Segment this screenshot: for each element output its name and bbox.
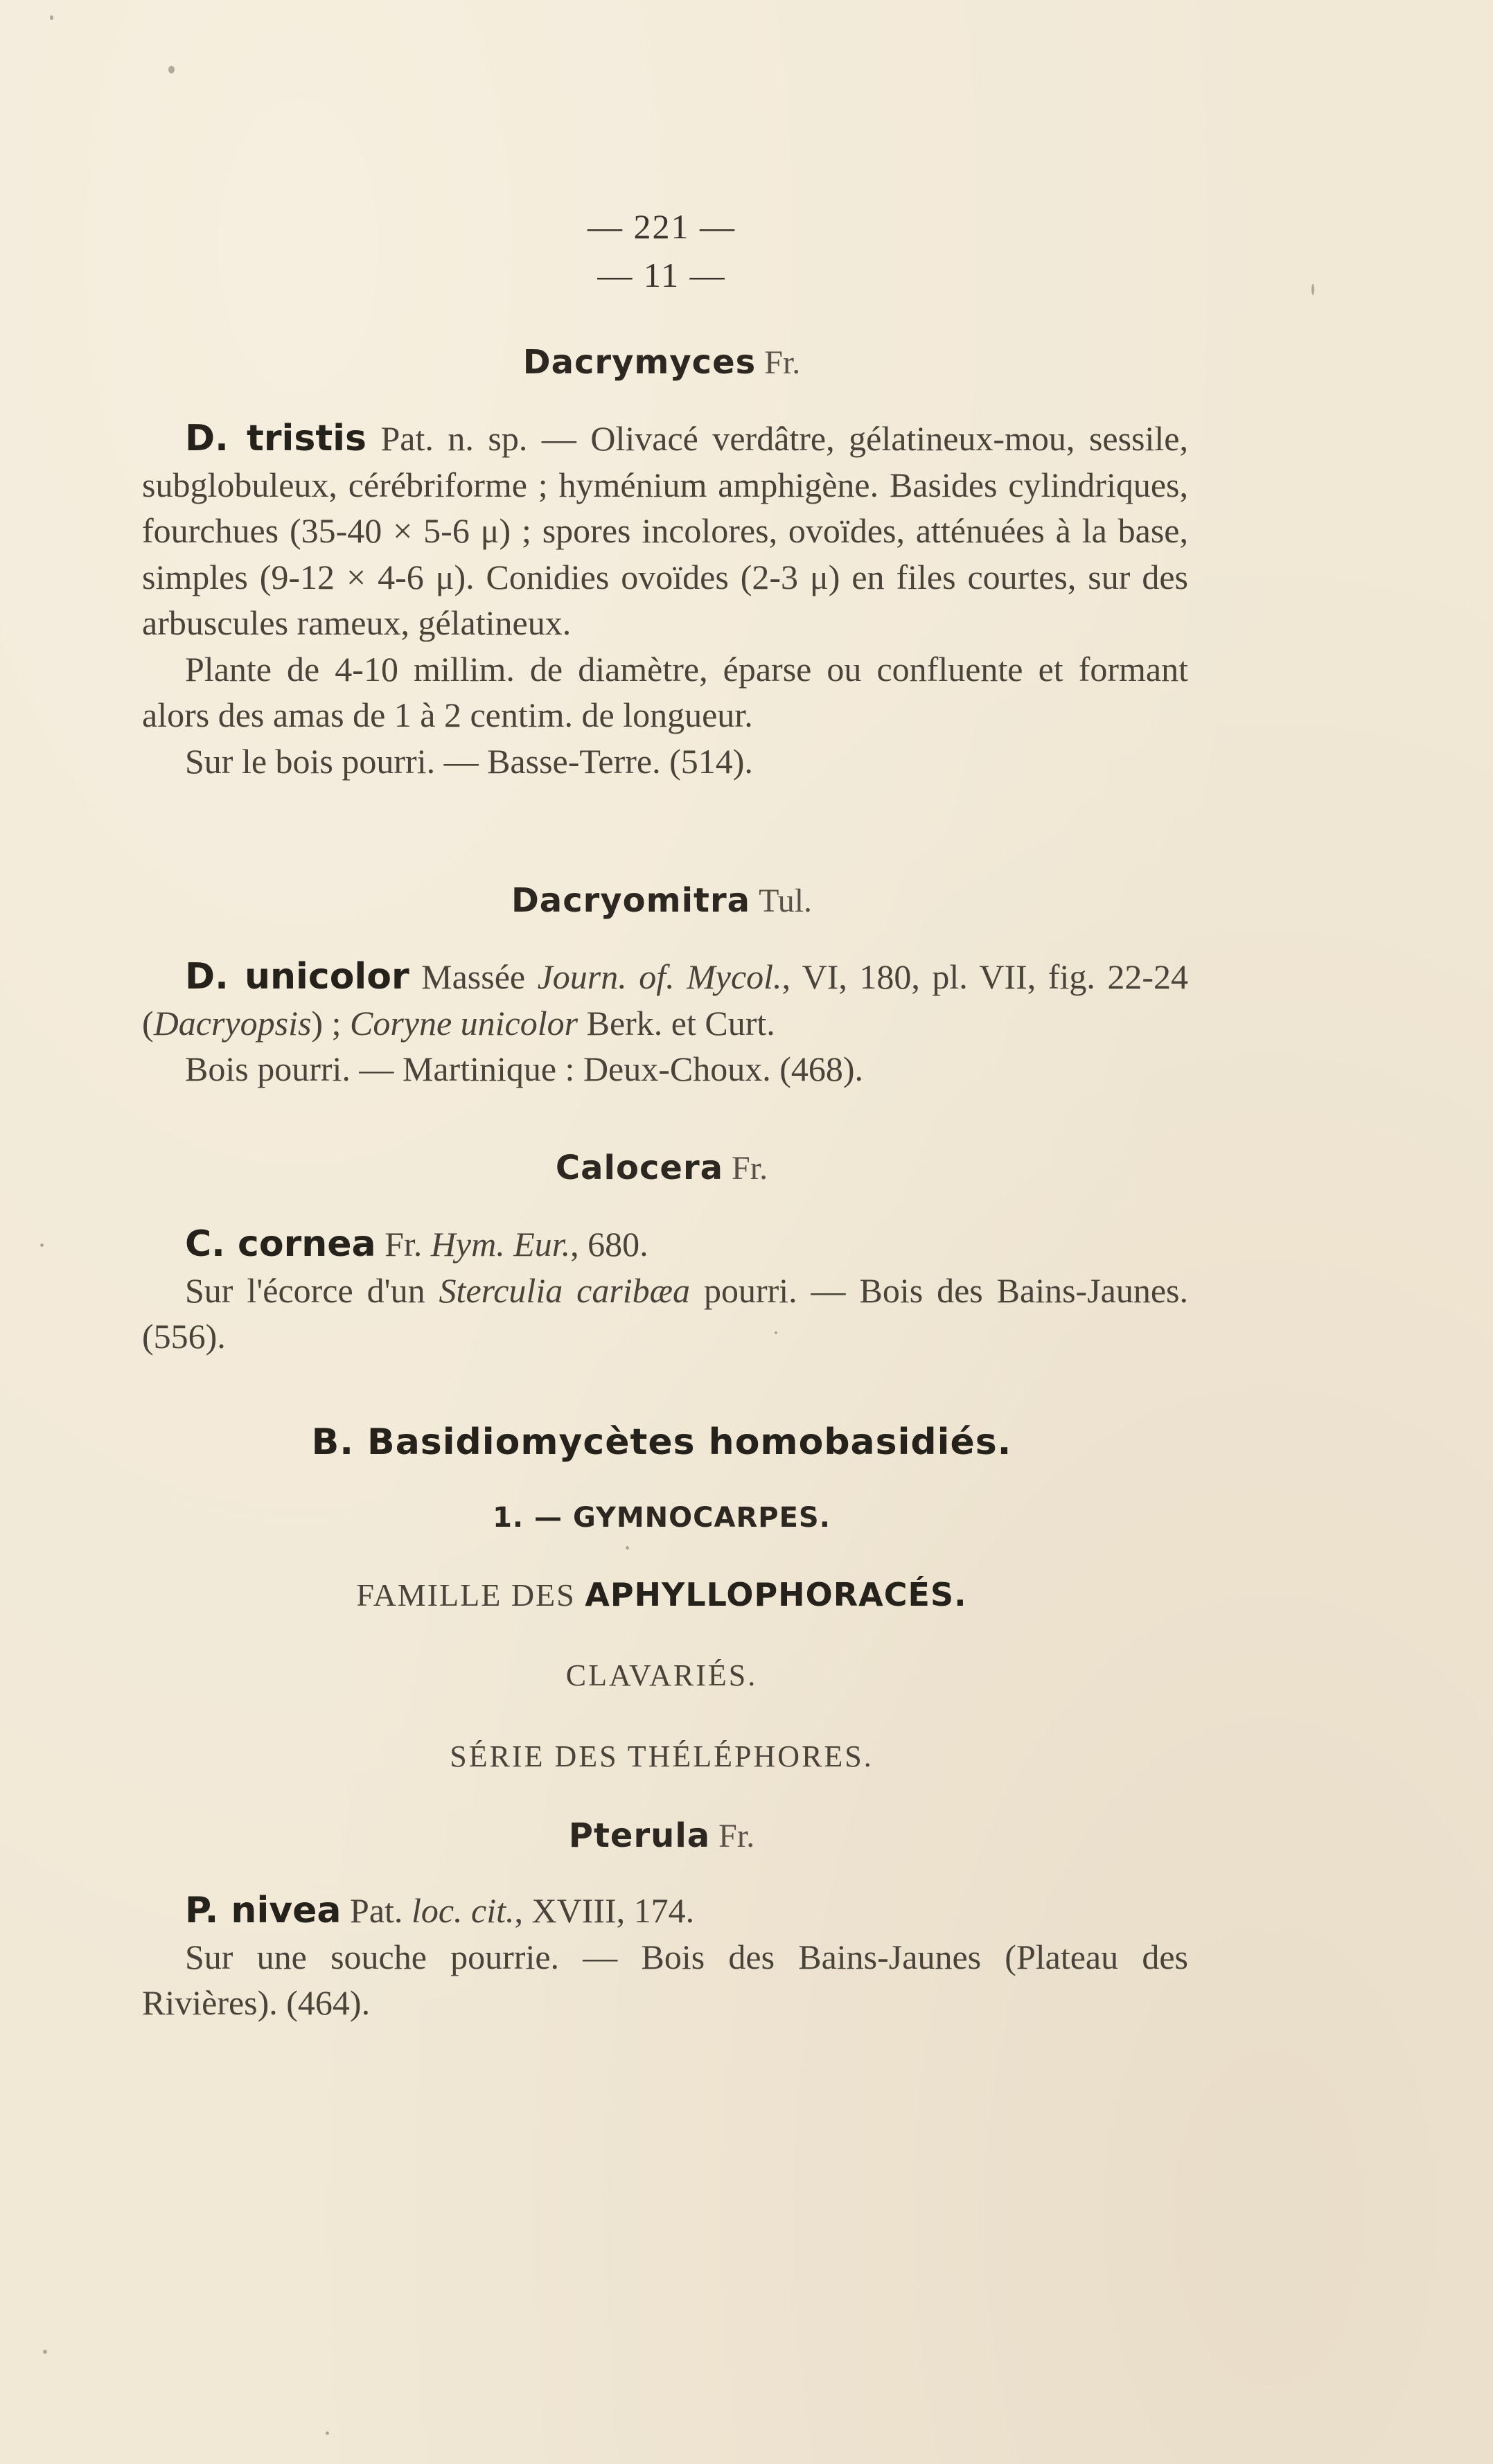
- paper-speck: [626, 1546, 629, 1550]
- species-name: P. nivea: [185, 1890, 342, 1931]
- entry-pterula-nivea: [142, 1888, 1188, 2026]
- paper-speck: [168, 66, 175, 73]
- tribe-heading: CLAVARIÉS.: [565, 1658, 758, 1692]
- page-number-secondary: — 11 —: [597, 256, 726, 294]
- synonym: Coryne unicolor: [349, 1003, 578, 1043]
- species-name: C. cornea: [185, 1223, 376, 1265]
- paper-speck: [326, 2431, 329, 2435]
- species-description: Pat. n. sp. — Olivacé verdâtre, gélatineux-mou, sessile, subglobuleux, cérébriforme ; hyménium amphigène. Basides cylindriques, fourchues (35-40 × 5-6 μ) ; spores incolores, ovoïdes, atténuées à la base, simples (9-12 × 4-6 μ). Conidies ovoïdes (2-3 μ) en files courtes, sur des arbuscules rameux, gélatineux.: [142, 419, 1188, 642]
- paper-speck: [50, 15, 53, 20]
- species-name: D. tristis: [185, 418, 366, 459]
- species-name: D. unicolor: [185, 956, 409, 998]
- genus-name: Calocera: [555, 1149, 724, 1187]
- size-paragraph: Plante de 4-10 millim. de diamètre, éparse ou confluente et formant alors des amas de 1 à 2 centim. de longueur.: [142, 649, 1188, 734]
- family-heading: FAMILLE DES APHYLLOPHORACÉS.: [356, 1576, 967, 1613]
- locality-paragraph: Bois pourri. — Martinique : Deux-Choux. (468).: [185, 1049, 864, 1088]
- genus-heading-calocera: [0, 1149, 1323, 1187]
- citation-paragraph: D. unicolor Massée Journ. of. Mycol., VI, 180, pl. VII, fig. 22-24 (Dacryopsis) ; Coryne unicolor Berk. et Curt.: [142, 956, 1188, 1043]
- genus-heading-pterula: [0, 1816, 1323, 1855]
- synonym: Dacryopsis: [153, 1003, 312, 1043]
- genus-heading-dacryomitra: [0, 881, 1323, 920]
- genus-name: Dacrymyces: [522, 343, 757, 382]
- description-paragraph: [142, 416, 1188, 646]
- series-heading: SÉRIE DES THÉLÉPHORES.: [450, 1739, 874, 1773]
- journal-title: Journ. of. Mycol.: [537, 957, 782, 996]
- family-name: APHYLLOPHORACÉS.: [585, 1576, 967, 1613]
- work-title: Hym. Eur.: [430, 1225, 571, 1264]
- section-heading: B. Basidiomycètes homobasidiés.: [311, 1421, 1012, 1463]
- genus-author: Fr.: [732, 1150, 768, 1187]
- genus-name: Pterula: [568, 1816, 711, 1855]
- entry-calocera-cornea: [142, 1221, 1188, 1360]
- subsection-heading: 1. — GYMNOCARPES.: [493, 1502, 831, 1534]
- host-name: Sterculia caribæa: [439, 1270, 691, 1310]
- paper-speck: [40, 1243, 44, 1247]
- genus-heading-dacrymyces: [0, 343, 1323, 382]
- page-number: — 221 —: [588, 207, 736, 246]
- locality-paragraph: Sur l'écorce d'un Sterculia caribæa pourri. — Bois des Bains-Jaunes. (556).: [142, 1270, 1188, 1356]
- paper-speck: [43, 2350, 47, 2354]
- genus-author: Fr.: [764, 344, 801, 381]
- locality-paragraph: Sur le bois pourri. — Basse-Terre. (514).: [185, 741, 753, 781]
- genus-author: Fr.: [718, 1818, 755, 1854]
- entry-dacrymyces-tristis: [142, 416, 1188, 784]
- citation-paragraph: P. nivea Pat. loc. cit., XVIII, 174.: [185, 1890, 695, 1931]
- paper-speck: [1311, 284, 1314, 295]
- genus-name: Dacryomitra: [511, 881, 751, 920]
- loc-cit: loc. cit.: [411, 1891, 515, 1930]
- genus-author: Tul.: [759, 883, 813, 919]
- citation-paragraph: C. cornea Fr. Hym. Eur., 680.: [185, 1223, 648, 1265]
- paper-speck: [775, 1331, 777, 1334]
- locality-paragraph: Sur une souche pourrie. — Bois des Bains-Jaunes (Plateau des Rivières). (464).: [142, 1937, 1188, 2022]
- entry-dacryomitra-unicolor: [142, 954, 1188, 1092]
